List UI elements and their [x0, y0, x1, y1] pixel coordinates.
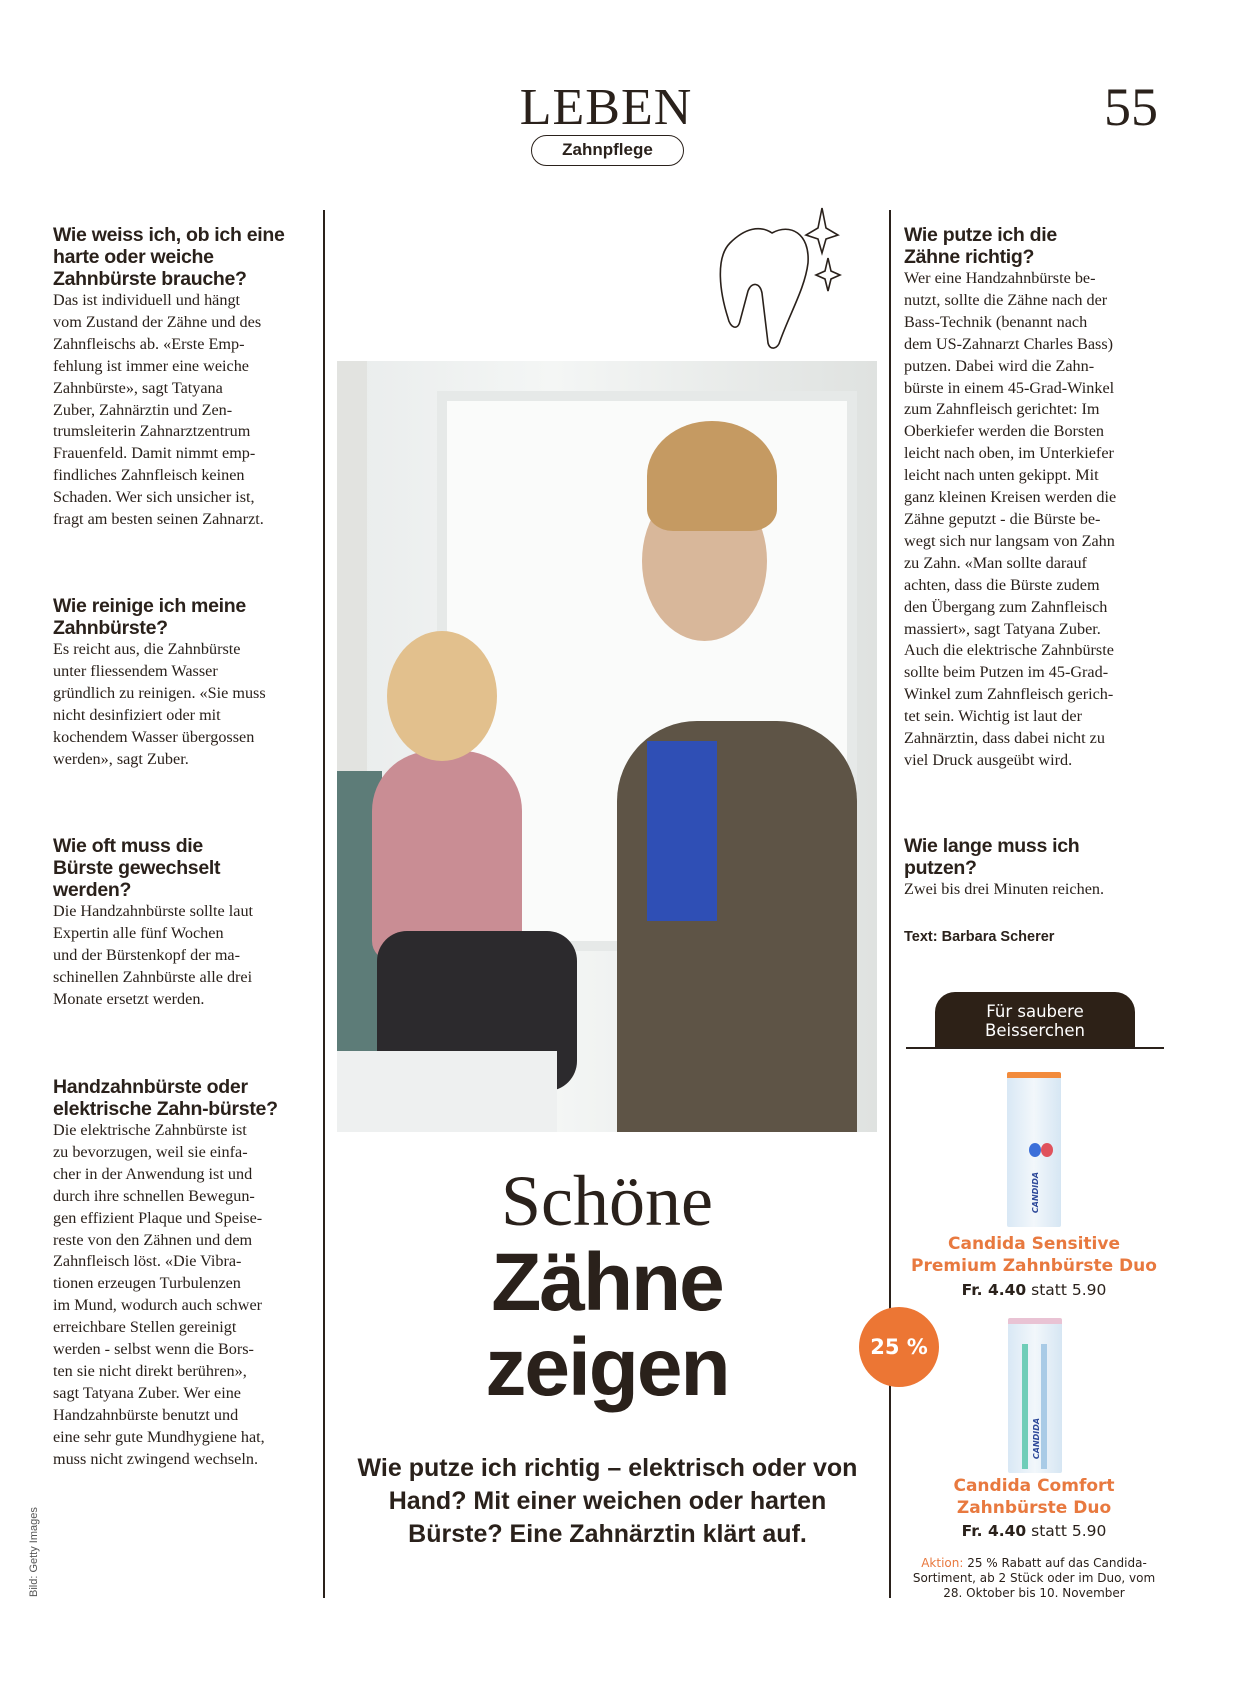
lead-text: Wie putze ich richtig – elektrisch oder von Hand? Mit einer weichen oder harten Bürste? Eine Zahnärztin klärt auf. [357, 1454, 858, 1548]
faq-answer: Wer eine Handzahnbürste be- nutzt, sollte die Zähne nach der Bass-Technik (benannt nach dem US-Zahnarzt Charles Bass) putzen. Dabei wird die Zahn- bürste in einem 45-Grad-Winkel zum Zahnfleisch gerichtet: Im Oberkiefer werden die Borsten leicht nach oben, im Unterkiefer leicht nach unten gekippt. Mit ganz kleinen Kreisen werden die Zähne geputzt - die Bürste be- wegt sich nur langsam von Zahn zu Zahn. «Man sollte darauf achten, dass die Bürste zudem den Übergang zum Zahnfleisch massiert», sagt Tatyana Zuber. Auch die elektrische Zahnbürste sollte beim Putzen im 45-Grad- Winkel zum Zahnfleisch gerich- tet sein. Wichtig ist laut der Zahnärztin, dass dabei nicht zu viel Druck ausgeübt wird. [904, 269, 1117, 769]
hero-photo [337, 361, 877, 1132]
faq-answer: Zwei bis drei Minuten reichen. [904, 880, 1105, 898]
faq-question: Wie reinige ich meine Zahnbürste? [53, 595, 246, 639]
tooth-sparkle-icon [710, 203, 845, 353]
faq-answer: Das ist individuell und hängt vom Zustand der Zähne und des Zahnfleischs ab. «Erste Emp- fehlung ist immer eine weiche Zahnbürste», sagt Tatyana Zuber, Zahnärztin und Zen- trumsleiterin Zahnarztzentrum Frauenfeld. Damit nimmt emp- findliches Zahnfleisch keinen Schaden. Wer sich unsicher ist, fragt am besten seinen Zahnarzt. [53, 291, 264, 529]
headline-line1: Schöne [501, 1161, 713, 1241]
faq-item [53, 224, 315, 531]
product-image [1007, 1072, 1061, 1227]
headline-line3: zeigen [485, 1322, 729, 1413]
faq-question: Wie lange muss ich putzen? [904, 835, 1080, 879]
author-credit: Text: Barbara Scherer [904, 929, 1055, 945]
faq-question: Wie putze ich die Zähne richtig? [904, 224, 1057, 268]
photo-credit: Bild: Getty Images [28, 1507, 40, 1597]
discount-badge: 25 % [859, 1307, 939, 1387]
faq-question: Wie oft muss die Bürste gewechselt werden? [53, 835, 221, 901]
faq-item [53, 835, 253, 1011]
section-title: LEBEN [519, 79, 693, 136]
promo-divider [906, 1047, 1164, 1049]
faq-item [53, 595, 315, 770]
headline-line2: Zähne [491, 1237, 723, 1328]
faq-answer: Die elektrische Zahnbürste ist zu bevorzugen, weil sie einfa- cher in der Anwendung ist und durch ihre schnellen Bewegun- gen effizient Plaque und Speise- reste von den Zähnen und dem Zahnfleisch löst. «Die Vibra- tionen erzeugen Turbulenzen im Mund, wodurch auch schwer erreichbare Stellen gereinigt werden - selbst wenn die Bors- ten sie nicht direkt berühren», sagt Tatyana Zuber. Wer eine Handzahnbürste benutzt und eine sehr gute Mundhygiene hat, muss nicht zwingend wechseln. [53, 1121, 265, 1468]
faq-answer: Die Handzahnbürste sollte laut Expertin alle fünf Wochen und der Bürstenkopf der ma- schinellen Zahnbürste alle drei Monate ersetzt werden. [53, 902, 254, 1008]
product-name: Candida Sensitive Premium Zahnbürste Duo [911, 1234, 1157, 1276]
product-image [1008, 1318, 1062, 1473]
faq-question: Wie weiss ich, ob ich eine harte oder weiche Zahnbürste brauche? [53, 224, 285, 290]
column-divider [889, 210, 891, 1598]
column-divider [323, 210, 325, 1598]
product-name: Candida Comfort Zahnbürste Duo [953, 1476, 1115, 1518]
faq-question: Handzahnbürste oder elektrische Zahn-bürste? [53, 1076, 278, 1120]
faq-item [904, 224, 1166, 772]
promo-terms: Aktion: 25 % Rabatt auf das Candida-Sortiment, ab 2 Stück oder im Duo, vom 28. Oktober bis 10. November [912, 1556, 1156, 1600]
faq-answer: Es reicht aus, die Zahnbürste unter fliessendem Wasser gründlich zu reinigen. «Sie muss nicht desinfiziert oder mit kochendem Wasser übergossen werden», sagt Zuber. [53, 640, 266, 768]
page-number: 55 [1104, 77, 1158, 137]
promo-heading: Für saubere Beisserchen [935, 992, 1135, 1048]
product-price: Fr. 4.40 statt 5.90 [961, 1281, 1107, 1299]
product-price: Fr. 4.40 statt 5.90 [961, 1522, 1107, 1540]
product-brand: CANDIDA [1032, 1417, 1042, 1460]
topic-tag: Zahnpflege [531, 135, 684, 166]
product-brand: CANDIDA [1031, 1171, 1041, 1214]
faq-item [904, 835, 1166, 901]
faq-item [53, 1076, 293, 1471]
